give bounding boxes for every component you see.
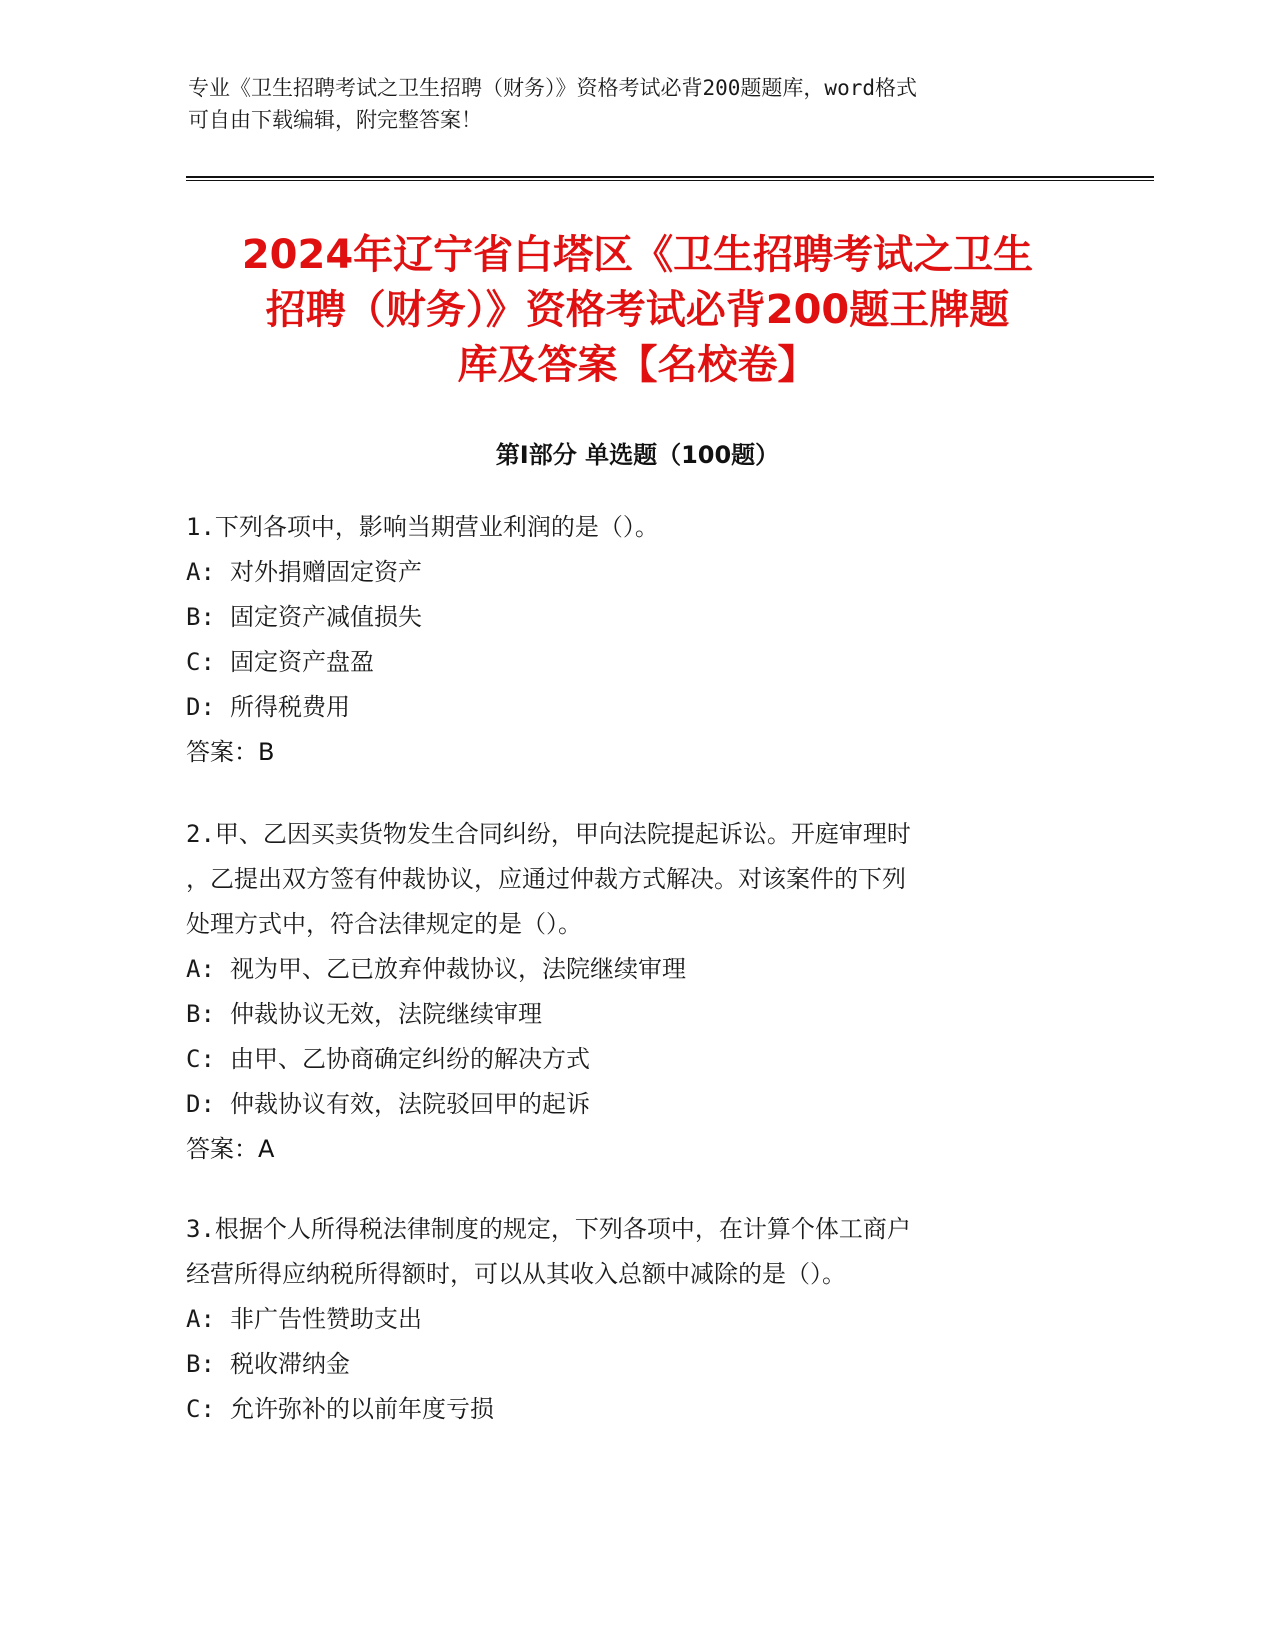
option-text: 固定资产减值损失 bbox=[230, 603, 422, 631]
option-key: C: bbox=[186, 1045, 215, 1073]
option-a bbox=[186, 550, 1066, 595]
question-2 bbox=[186, 812, 1066, 1172]
title-line-3: 库及答案【名校卷】 bbox=[457, 342, 818, 388]
header-note bbox=[188, 72, 1088, 136]
document-title bbox=[170, 228, 1105, 393]
option-key: A: bbox=[186, 558, 215, 586]
option-key: C: bbox=[186, 648, 215, 676]
option-d bbox=[186, 685, 1066, 730]
option-text: 允许弥补的以前年度亏损 bbox=[230, 1395, 494, 1423]
header-divider bbox=[186, 176, 1154, 181]
section-heading: 第Ⅰ部分 单选题（100题） bbox=[495, 441, 780, 469]
option-text: 仲裁协议有效，法院驳回甲的起诉 bbox=[230, 1090, 590, 1118]
option-c bbox=[186, 1387, 1066, 1432]
option-d bbox=[186, 1082, 1066, 1127]
option-key: C: bbox=[186, 1395, 215, 1423]
option-b bbox=[186, 1342, 1066, 1387]
answer: 答案：B bbox=[186, 738, 275, 766]
option-c bbox=[186, 640, 1066, 685]
option-key: A: bbox=[186, 1305, 215, 1333]
question-1 bbox=[186, 505, 1066, 775]
question-stem-line-1: 3.根据个人所得税法律制度的规定，下列各项中，在计算个体工商户 bbox=[186, 1215, 911, 1243]
option-key: D: bbox=[186, 693, 215, 721]
option-key: B: bbox=[186, 603, 215, 631]
question-3 bbox=[186, 1207, 1066, 1432]
title-line-2: 招聘（财务）》资格考试必背200题王牌题 bbox=[265, 287, 1010, 333]
option-text: 视为甲、乙已放弃仲裁协议，法院继续审理 bbox=[230, 955, 686, 983]
option-key: D: bbox=[186, 1090, 215, 1118]
question-stem-line-3: 处理方式中，符合法律规定的是（）。 bbox=[186, 910, 582, 938]
header-note-line-1: 专业《卫生招聘考试之卫生招聘（财务）》资格考试必背200题题库，word格式 bbox=[188, 76, 917, 100]
option-text: 对外捐赠固定资产 bbox=[230, 558, 422, 586]
header-note-line-2: 可自由下载编辑，附完整答案！ bbox=[188, 108, 482, 132]
question-stem-line-2: ，乙提出双方签有仲裁协议，应通过仲裁方式解决。对该案件的下列 bbox=[186, 865, 906, 893]
option-text: 固定资产盘盈 bbox=[230, 648, 374, 676]
option-text: 由甲、乙协商确定纠纷的解决方式 bbox=[230, 1045, 590, 1073]
option-key: B: bbox=[186, 1000, 215, 1028]
option-text: 税收滞纳金 bbox=[230, 1350, 350, 1378]
option-a bbox=[186, 1297, 1066, 1342]
option-text: 非广告性赞助支出 bbox=[230, 1305, 422, 1333]
option-b bbox=[186, 992, 1066, 1037]
option-c bbox=[186, 1037, 1066, 1082]
option-text: 所得税费用 bbox=[230, 693, 350, 721]
question-stem: 1.下列各项中，影响当期营业利润的是（）。 bbox=[186, 513, 659, 541]
question-stem-line-2: 经营所得应纳税所得额时，可以从其收入总额中减除的是（）。 bbox=[186, 1260, 846, 1288]
option-a bbox=[186, 947, 1066, 992]
option-key: B: bbox=[186, 1350, 215, 1378]
option-key: A: bbox=[186, 955, 215, 983]
answer: 答案：A bbox=[186, 1135, 275, 1163]
option-text: 仲裁协议无效，法院继续审理 bbox=[230, 1000, 542, 1028]
question-stem-line-1: 2.甲、乙因买卖货物发生合同纠纷，甲向法院提起诉讼。开庭审理时 bbox=[186, 820, 911, 848]
option-b bbox=[186, 595, 1066, 640]
title-line-1: 2024年辽宁省白塔区《卫生招聘考试之卫生 bbox=[241, 232, 1034, 278]
